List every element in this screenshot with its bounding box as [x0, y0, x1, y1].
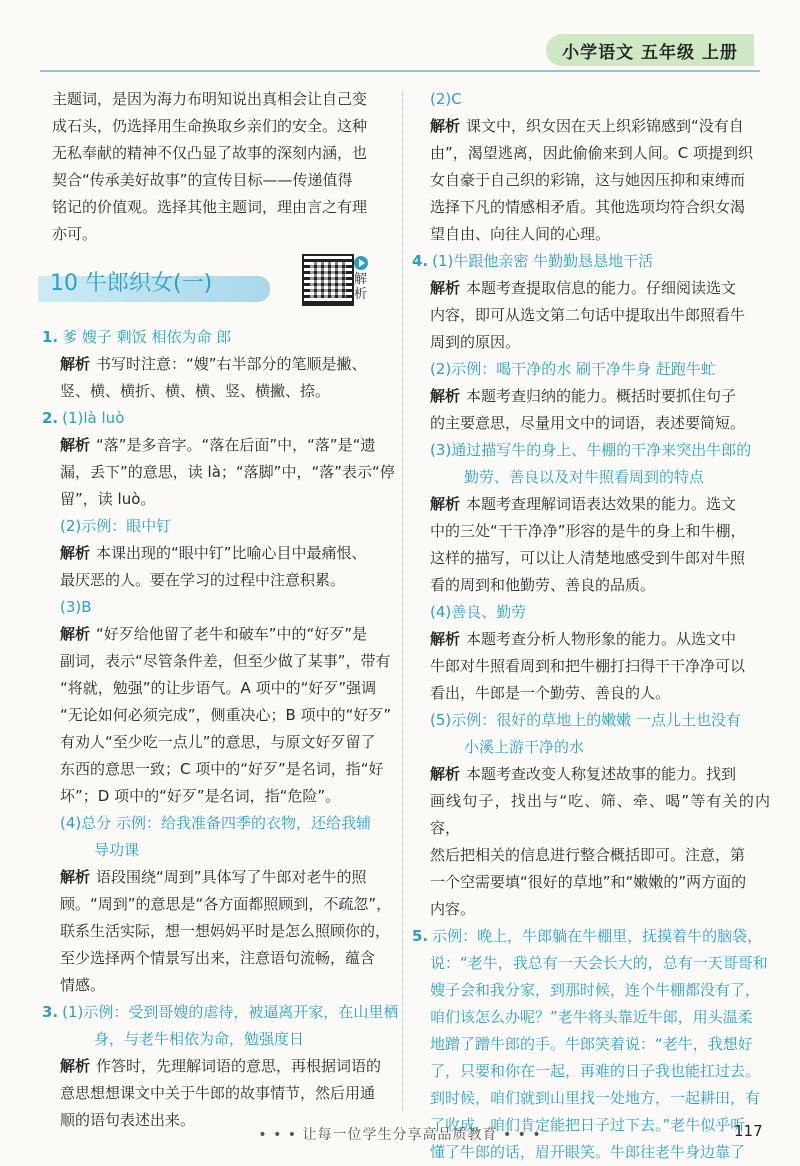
question-2	[42, 405, 400, 999]
answer: 嫂子会和我分家，到那时候，连个牛棚都没有了，	[430, 981, 761, 999]
analysis-text: 本题考查理解词语表达效果的能力。选文	[466, 495, 737, 513]
intro-paragraph	[52, 86, 400, 248]
answer: 小溪上游干净的水	[464, 738, 585, 756]
column-divider	[402, 92, 403, 1112]
play-icon[interactable]	[354, 256, 368, 270]
analysis-text: “好歹给他留了老牛和破车”中的“好歹”是	[96, 625, 368, 643]
answer: 咱们该怎么办呢？”老牛将头靠近牛郎，用头温柔	[430, 1008, 753, 1026]
analysis-text: 这样的描写，可以让人清楚地感受到牛郎对牛照	[430, 549, 746, 567]
question-3	[42, 999, 400, 1134]
analysis-text: 然后把相关的信息进行整合概括即可。注意，第	[430, 846, 746, 864]
analysis-text: 副词，表示“尽管条件差，但至少做了某事”，带有	[60, 652, 391, 670]
analysis-label: 解析	[60, 544, 91, 562]
qr-code-icon[interactable]	[302, 254, 354, 306]
answer: (3)B	[60, 598, 92, 616]
analysis-text: 语段围绕“周到”具体写了牛郎对老牛的照	[96, 868, 367, 886]
answer: (4)总分 示例：给我准备四季的衣物，还给我辅	[60, 814, 372, 832]
analysis-label: 解析	[430, 765, 461, 783]
book-badge: 小学语文 五年级 上册	[546, 34, 754, 66]
analysis-text: 本课出现的“眼中钉”比喻心目中最痛恨、	[96, 544, 367, 562]
analysis-text: 东西的意思一致；C 项中的“好歹”是名词，指“好	[60, 760, 384, 778]
answer: 到时候，咱们就到山里找一处地方，一起耕田，有	[430, 1089, 761, 1107]
analysis-text: 留”，读 luò。	[60, 490, 156, 508]
analysis-text: 至少选择两个情景写出来，注意语句流畅，蕴含	[60, 949, 376, 967]
analysis-text: 内容。	[430, 900, 476, 918]
answer: 身，与老牛相依为命，勉强度日	[94, 1030, 305, 1048]
question-number: 1.	[42, 328, 59, 346]
question-number: 2.	[42, 409, 59, 427]
footer-slogan: • • • 让每一位学生分享高品质教育 • • •	[258, 1127, 542, 1143]
lesson-header	[38, 254, 400, 324]
analysis-text: 女自豪于自己织的彩锦，这与她因压抑和束缚而	[430, 171, 746, 189]
analysis-text: 顾。“周到”的意思是“各方面都照顾到，不疏忽”，	[60, 895, 392, 913]
question-number: 5.	[412, 927, 429, 945]
top-rule	[40, 70, 760, 72]
analysis-text: 意思想想课文中关于牛郎的故事情节，然后用通	[60, 1084, 376, 1102]
text-line: 铭记的价值观。选择其他主题词，理由言之有理	[52, 198, 368, 216]
analysis-label: 解析	[430, 279, 461, 297]
answer: 了，只要和你在一起，再难的日子我也能扛过去。	[430, 1062, 761, 1080]
text-line: 亦可。	[52, 225, 98, 243]
text-line: 主题词，是因为海力布明知说出真相会让自己变	[52, 90, 368, 108]
answer: 导功课	[94, 841, 140, 859]
analysis-text: 牛郎对牛照看周到和把牛棚打扫得干干净净可以	[430, 657, 746, 675]
right-column	[412, 86, 770, 1166]
analysis-text: 本题考查改变人称复述故事的能力。找到	[466, 765, 737, 783]
answer: (2)示例：眼中钉	[60, 517, 172, 535]
answer: (4)善良、勤劳	[430, 603, 527, 621]
analysis-text: 看出，牛郎是一个勤劳、善良的人。	[430, 684, 671, 702]
analysis-text: 书写时注意：“嫂”右半部分的笔顺是撇、	[96, 355, 367, 373]
analysis-text: 的主要意思，尽量用文中的词语，表述要简短。	[430, 414, 746, 432]
qr-label: 解析	[354, 272, 368, 302]
text-line: 无私奉献的精神不仅凸显了故事的深刻内涵，也	[52, 144, 368, 162]
analysis-text: 作答时，先理解词语的意思，再根据词语的	[96, 1057, 382, 1075]
analysis-text: 内容，即可从选文第二句话中提取出牛郎照看牛	[430, 306, 746, 324]
analysis-text: 望自由、向往人间的心理。	[430, 225, 611, 243]
analysis-text: 周到的原因。	[430, 333, 521, 351]
question-number: 4.	[412, 252, 429, 270]
analysis-text: 情感。	[60, 976, 106, 994]
analysis-text: 坏”；D 项中的“好歹”是名词，指“危险”。	[60, 787, 341, 805]
analysis-text: 由”，渴望逃离，因此偷偷来到人间。C 项提到织	[430, 144, 754, 162]
analysis-text: 本题考查分析人物形象的能力。从选文中	[466, 630, 737, 648]
question-3-part-2	[422, 86, 770, 248]
answer: (2)示例：喝干净的水 刷干净牛身 赶跑牛虻	[430, 360, 716, 378]
analysis-label: 解析	[60, 625, 91, 643]
analysis-text: 竖、横、横折、横、横、竖、横撇、捺。	[60, 382, 331, 400]
question-4	[412, 248, 770, 923]
answer: (2)C	[430, 90, 462, 108]
question-number: 3.	[42, 1003, 59, 1021]
analysis-label: 解析	[60, 1057, 91, 1075]
analysis-text: “将就，勉强”的让步语气。A 项中的“好歹”强调	[60, 679, 377, 697]
analysis-label: 解析	[430, 117, 461, 135]
analysis-text: 本题考查归纳的能力。概括时要抓住句子	[466, 387, 737, 405]
answer: (1)牛跟他亲密 牛勤勤恳恳地干活	[432, 252, 654, 270]
answer: 说：“老牛，我总有一天会长大的，总有一天哥哥和	[430, 954, 768, 972]
answer: 地蹭了蹭牛郎的手。牛郎笑着说：“老牛，我想好	[430, 1035, 753, 1053]
analysis-text: 本题考查提取信息的能力。仔细阅读选文	[466, 279, 737, 297]
left-column	[42, 86, 400, 1134]
analysis-text: 课文中，织女因在天上织彩锦感到“没有自	[466, 117, 744, 135]
answer: 懂了牛郎的话，眉开眼笑。牛郎往老牛身边靠了	[430, 1143, 746, 1161]
lesson-title: 10 牛郎织女(一)	[50, 271, 213, 296]
analysis-label: 解析	[60, 436, 91, 454]
answer: 示例：晚上，牛郎躺在牛棚里，抚摸着牛的脑袋，	[432, 927, 763, 945]
analysis-text: 中的三处“干干净净”形容的是牛的身上和牛棚，	[430, 522, 746, 540]
answer: (1)là luò	[62, 409, 125, 427]
analysis-text: 画线句子，找出与“吃、筛、牵、喝”等有关的内容，	[430, 792, 770, 837]
answer: 了收成，咱们肯定能把日子过下去。”老牛似乎听	[430, 1116, 746, 1134]
answer: 爹 嫂子 剩饭 相依为命 郎	[62, 328, 232, 346]
analysis-text: 有劝人“至少吃一点儿”的意思，与原文好歹留了	[60, 733, 376, 751]
page-number: 117	[734, 1122, 763, 1140]
analysis-text: 选择下凡的情感相矛盾。其他选项均符合织女渴	[430, 198, 746, 216]
question-1	[42, 324, 400, 405]
analysis-label: 解析	[430, 630, 461, 648]
analysis-text: 一个空需要填“很好的草地”和“嫩嫩的”两方面的	[430, 873, 747, 891]
answer: (1)示例：受到哥嫂的虐待，被逼离开家，在山里栖	[62, 1003, 399, 1021]
analysis-label: 解析	[60, 355, 91, 373]
text-line: 契合“传承美好故事”的宣传目标——传递值得	[52, 171, 353, 189]
analysis-label: 解析	[60, 868, 91, 886]
text-line: 成石头，仍选择用生命换取乡亲们的安全。这种	[52, 117, 368, 135]
analysis-label: 解析	[430, 495, 461, 513]
analysis-text: 看的周到和他勤劳、善良的品质。	[430, 576, 656, 594]
analysis-text: “无论如何必须完成”，侧重决心；B 项中的“好歹”	[60, 706, 392, 724]
analysis-label: 解析	[430, 387, 461, 405]
analysis-text: 漏，丢下”的意思，读 là；“落脚”中，“落”表示“停	[60, 463, 395, 481]
analysis-text: 顺的语句表述出来。	[60, 1111, 196, 1129]
analysis-text: 联系生活实际，想一想妈妈平时是怎么照顾你的，	[60, 922, 391, 940]
answer: (5)示例：很好的草地上的嫩嫩 一点儿土也没有	[430, 711, 742, 729]
answer: (3)通过描写牛的身上、牛棚的干净来突出牛郎的	[430, 441, 752, 459]
analysis-text: “落”是多音字。“落在后面”中，“落”是“遗	[96, 436, 376, 454]
analysis-text: 最厌恶的人。要在学习的过程中注意积累。	[60, 571, 346, 589]
answer: 勤劳、善良以及对牛照看周到的特点	[464, 468, 705, 486]
